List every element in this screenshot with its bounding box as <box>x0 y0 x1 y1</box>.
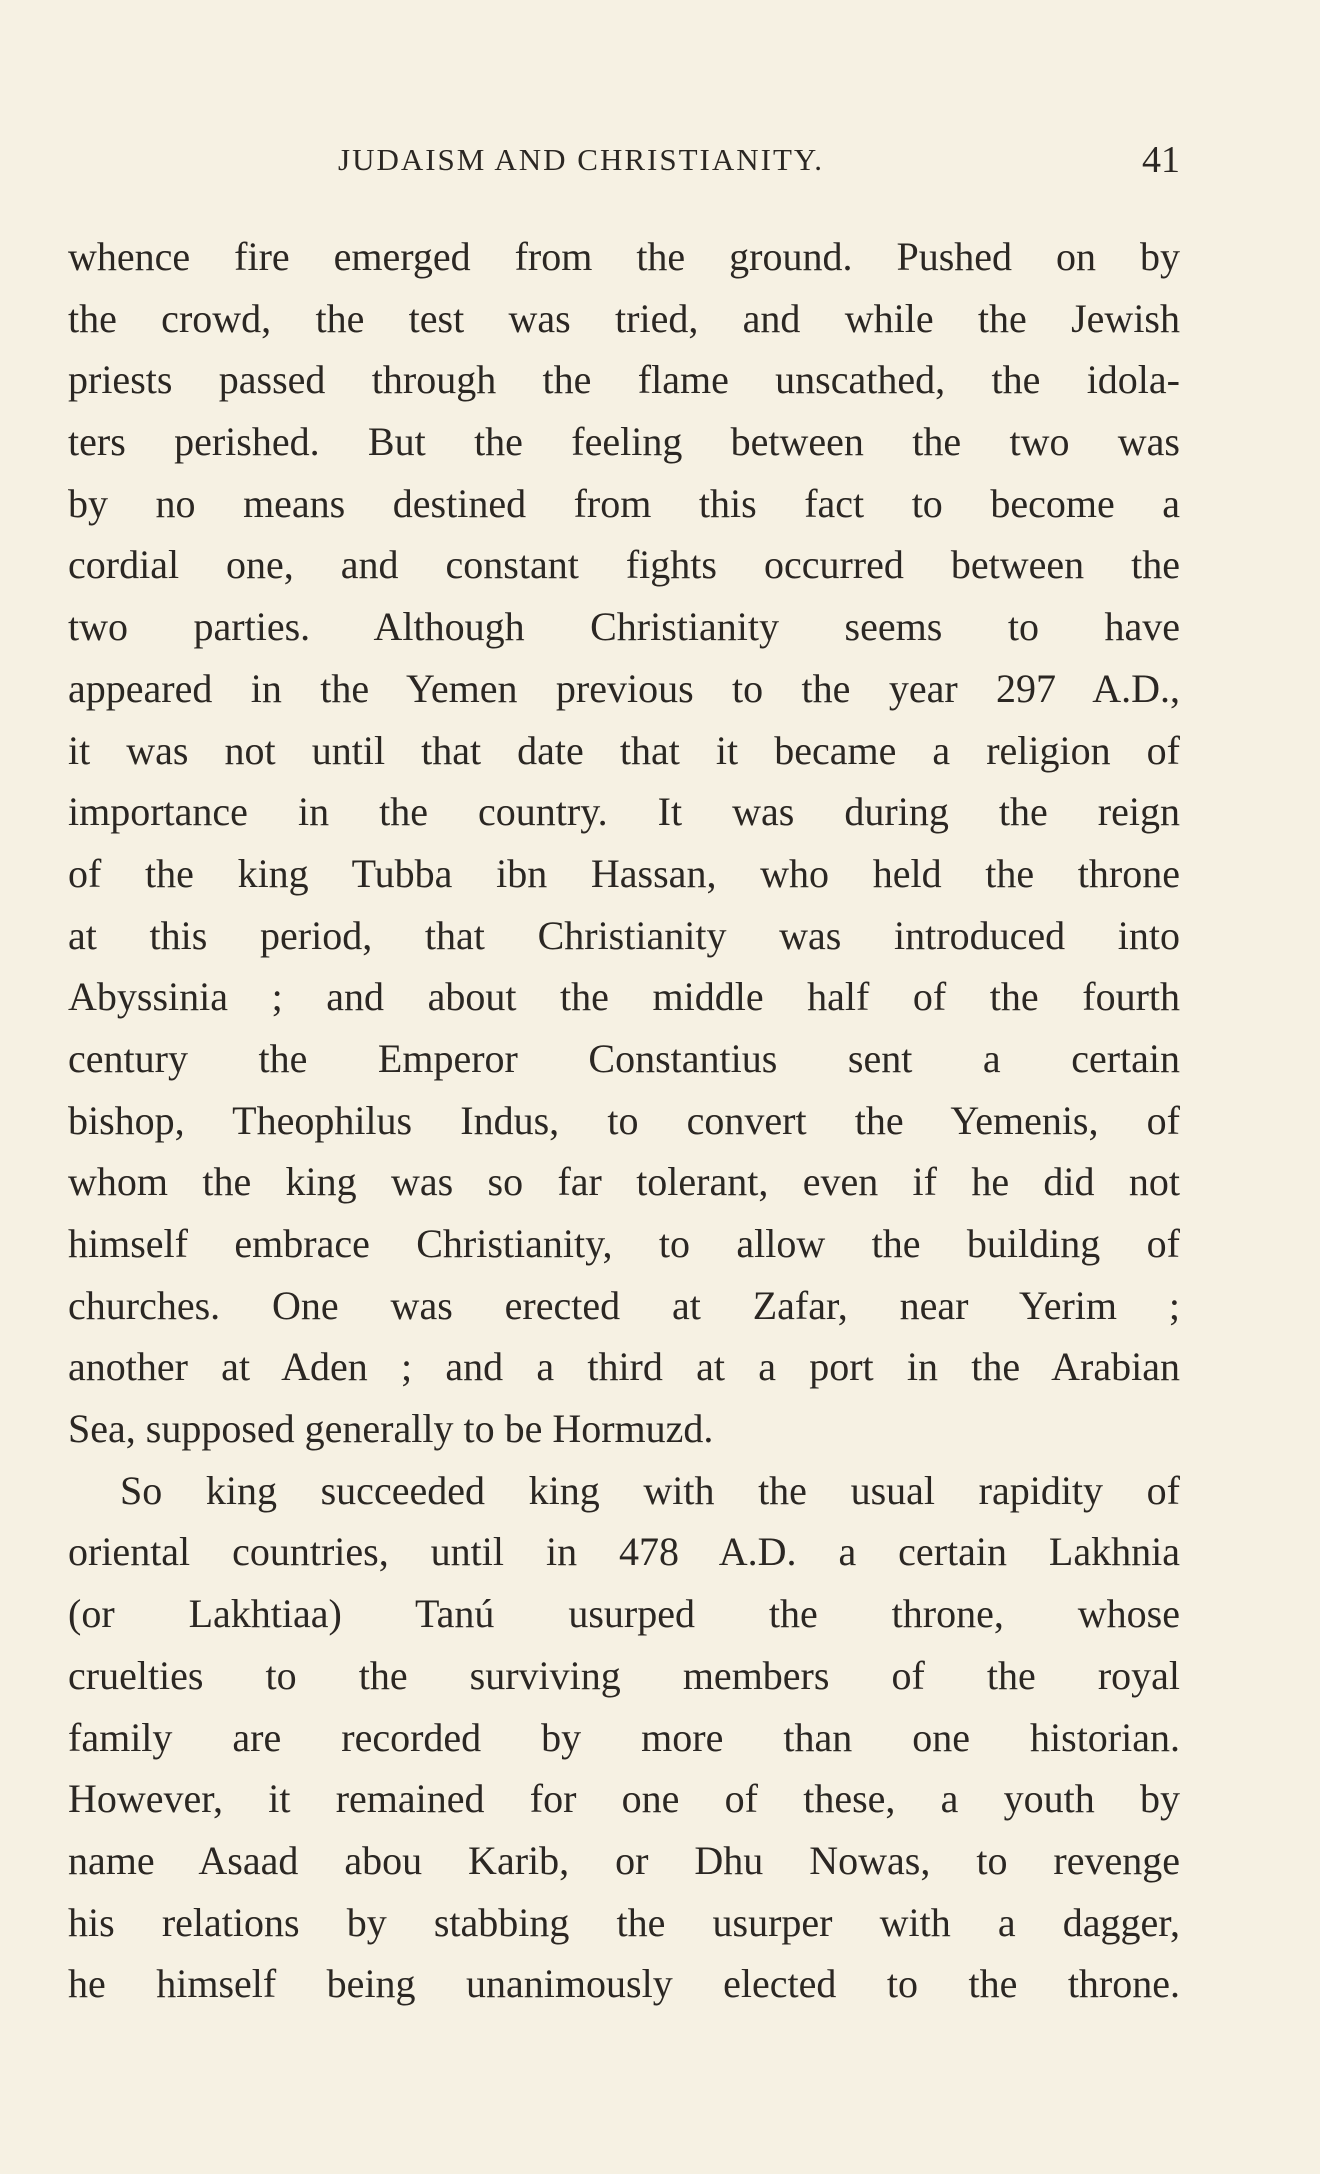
text-line: Sea, supposed generally to be Hormuzd. <box>68 1406 714 1452</box>
text-line: ters perished. But the feeling between the two was <box>68 419 1180 465</box>
text-line: appeared in the Yemen previous to the year 297 A.D., <box>68 665 1180 711</box>
text-line: churches. One was erected at Zafar, near Yerim ; <box>68 1282 1180 1328</box>
text-line: he himself being unanimously elected to the throne. <box>68 1961 1180 2007</box>
text-line: So king succeeded king with the usual rapidity of <box>120 1467 1180 1513</box>
text-line: cruelties to the surviving members of the royal <box>68 1652 1180 1698</box>
text-line: However, it remained for one of these, a youth by <box>68 1776 1180 1822</box>
text-line: name Asaad abou Karib, or Dhu Nowas, to revenge <box>68 1837 1180 1883</box>
text-line: cordial one, and constant fights occurred between the <box>68 542 1180 588</box>
text-line: importance in the country. It was during the reign <box>68 789 1180 835</box>
text-line: at this period, that Christianity was introduced into <box>68 912 1180 958</box>
text-line: of the king Tubba ibn Hassan, who held the throne <box>68 850 1180 896</box>
text-line: his relations by stabbing the usurper with a dagger, <box>68 1899 1180 1945</box>
text-line: oriental countries, until in 478 A.D. a certain Lakhnia <box>68 1529 1180 1575</box>
text-line: another at Aden ; and a third at a port in the Arabian <box>68 1344 1180 1390</box>
text-line: bishop, Theophilus Indus, to convert the Yemenis, of <box>68 1097 1180 1143</box>
text-line: himself embrace Christianity, to allow the building of <box>68 1221 1180 1266</box>
running-title: JUDAISM AND CHRISTIANITY. <box>338 142 825 177</box>
text-line: whence fire emerged from the ground. Pushed on by <box>68 234 1180 279</box>
text-line: by no means destined from this fact to become a <box>68 480 1180 526</box>
text-line: the crowd, the test was tried, and while the Jewish <box>68 295 1180 341</box>
text-line: (or Lakhtiaa) Tanú usurped the throne, whose <box>68 1591 1180 1637</box>
body-text <box>68 226 1180 2015</box>
text-line: it was not until that date that it became a religion of <box>68 727 1180 773</box>
text-line: Abyssinia ; and about the middle half of the fourth <box>68 974 1180 1020</box>
text-line: family are recorded by more than one historian. <box>68 1714 1180 1760</box>
text-line: priests passed through the flame unscathed, the idola- <box>68 357 1180 403</box>
text-line: two parties. Although Christianity seems to have <box>68 604 1180 650</box>
page-number: 41 <box>1142 139 1180 181</box>
text-line: whom the king was so far tolerant, even if he did not <box>68 1159 1180 1205</box>
running-head <box>68 135 1180 185</box>
text-line: century the Emperor Constantius sent a certain <box>68 1035 1180 1081</box>
